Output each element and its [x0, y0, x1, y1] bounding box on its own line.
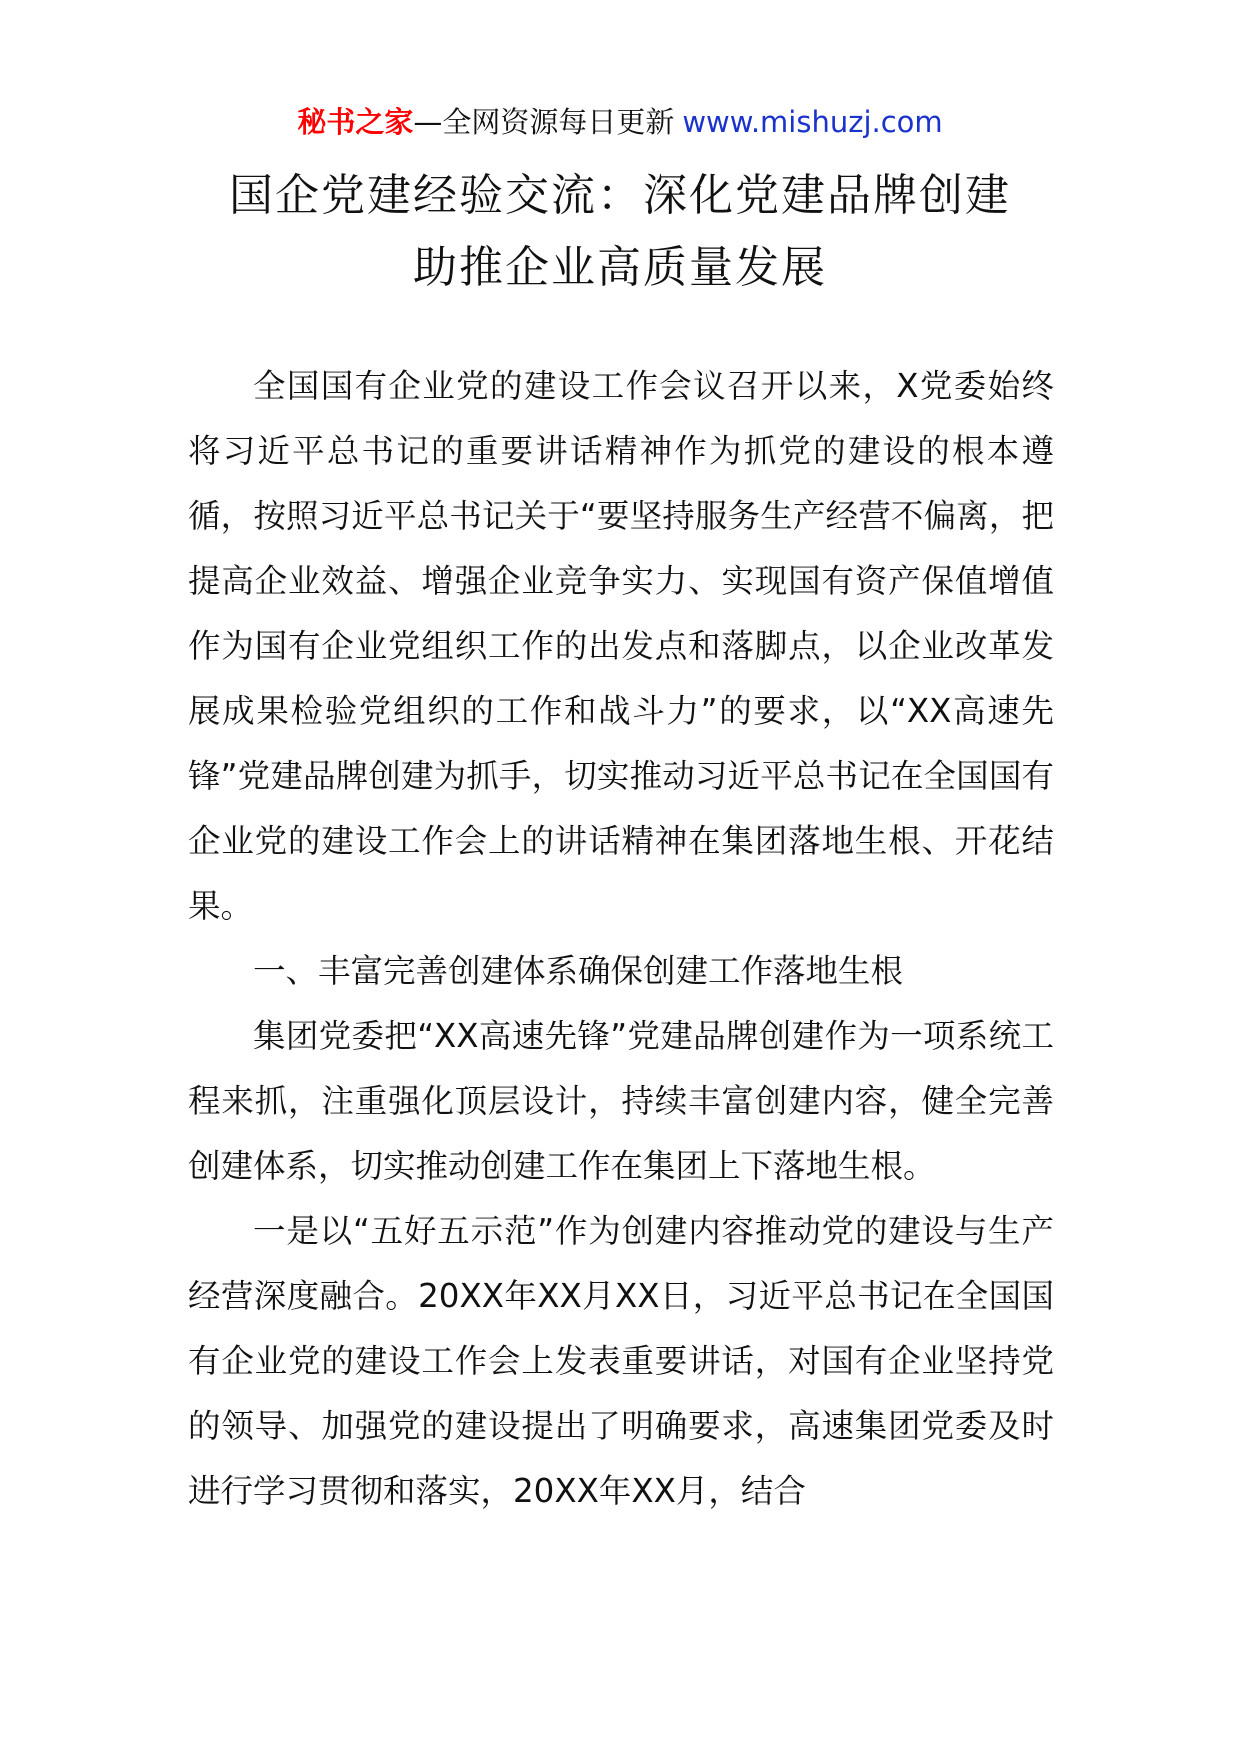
site-url-link[interactable]: www.mishuzj.com	[682, 105, 943, 139]
document-body	[188, 354, 1054, 1524]
paragraph-intro: 全国国有企业党的建设工作会议召开以来，X党委始终将习近平总书记的重要讲话精神作为抓党的建设的根本遵循，按照习近平总书记关于“要坚持服务生产经营不偏离，把提高企业效益、增强企业竞争实力、实现国有资产保值增值作为国有企业党组织工作的出发点和落脚点，以企业改革发展成果检验党组织的工作和战斗力”的要求，以“XX高速先锋”党建品牌创建为抓手，切实推动习近平总书记在全国国有企业党的建设工作会上的讲话精神在集团落地生根、开花结果。	[188, 367, 1054, 925]
site-header	[0, 102, 1240, 142]
site-tagline: —全网资源每日更新	[413, 105, 675, 139]
section-heading-1: 一、丰富完善创建体系确保创建工作落地生根	[253, 952, 904, 990]
title-line-1: 国企党建经验交流：深化党建品牌创建	[229, 170, 1011, 221]
document-title	[0, 160, 1240, 304]
paragraph-point-1: 一是以“五好五示范”作为创建内容推动党的建设与生产经营深度融合。20XX年XX月XX日，习近平总书记在全国国有企业党的建设工作会上发表重要讲话，对国有企业坚持党的领导、加强党的建设提出了明确要求，高速集团党委及时进行学习贯彻和落实，20XX年XX月，结合	[188, 1212, 1054, 1510]
title-line-2: 助推企业高质量发展	[413, 242, 827, 293]
paragraph-section-1: 集团党委把“XX高速先锋”党建品牌创建作为一项系统工程来抓，注重强化顶层设计，持续丰富创建内容，健全完善创建体系，切实推动创建工作在集团上下落地生根。	[188, 1017, 1054, 1185]
site-brand: 秘书之家	[297, 105, 414, 139]
